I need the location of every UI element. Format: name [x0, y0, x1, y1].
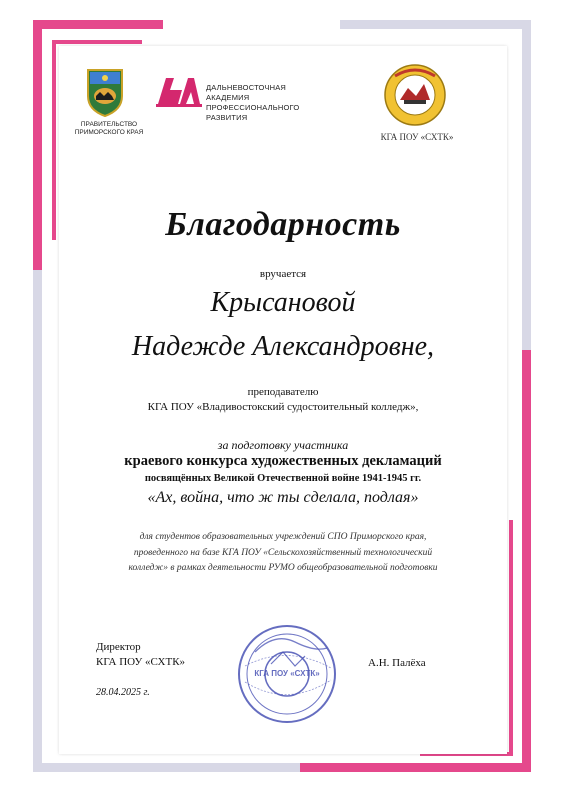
frame-inner-pink-top — [52, 40, 142, 44]
contest-description — [59, 530, 507, 577]
description-line-2: проведенного на базе КГА ПОУ «Сельскохозяйственный технологический — [133, 547, 433, 558]
recipient-college: КГА ПОУ «Владивостокский судостоительный колледж», — [147, 401, 419, 413]
coat-of-arms-icon — [84, 66, 126, 118]
contest-name: краевого конкурса художественных декламаций — [124, 453, 442, 469]
academy-line-4: РАЗВИТИЯ — [206, 113, 248, 122]
college-logo-caption: КГА ПОУ «СХТК» — [380, 132, 454, 142]
frame-inner-pink-left — [52, 40, 56, 240]
academy-line-1: ДАЛЬНЕВОСТОЧНАЯ — [206, 83, 287, 92]
frame-bar-pink-left — [33, 20, 42, 270]
awarded-label: вручается — [259, 268, 307, 280]
recipient-surname: Крысановой — [210, 287, 356, 318]
stamp-caption: КГА ПОУ «СХТК» — [254, 669, 320, 678]
sxtk-emblem-icon — [380, 62, 450, 128]
frame-bar-pink-bottom — [300, 763, 531, 772]
frame-inner-pink-right — [509, 520, 513, 756]
frame-bar-grey-top — [340, 20, 531, 29]
issue-date: 28.04.2025 г. — [96, 687, 150, 698]
recipient-role: преподавателю — [247, 386, 319, 398]
description-line-3: колледж» в рамках деятельности РУМО общеобразовательной подготовки — [128, 563, 438, 573]
contest-quote: «Ах, война, что ж ты сделала, подлая» — [147, 489, 419, 506]
reason-text: за подготовку участника — [217, 438, 349, 452]
academy-name — [206, 83, 326, 123]
frame-bar-grey-bottom — [33, 763, 300, 772]
dvapr-logo-icon — [156, 74, 202, 108]
stamp-icon — [235, 622, 339, 726]
frame-bar-grey-left — [33, 270, 42, 772]
contest-dedication: посвящённых Великой Отечественной войне 1941-1945 гг. — [144, 473, 422, 484]
academy-line-3: ПРОФЕССИОНАЛЬНОГО — [206, 103, 300, 112]
description-line-1: для студентов образовательных учреждений СПО Приморского края, — [139, 532, 427, 542]
frame-bar-grey-right-top — [522, 20, 531, 350]
government-caption: ПРАВИТЕЛЬСТВО ПРИМОРСКОГО КРАЯ — [74, 121, 144, 136]
recipient-given-names: Надежде Александровне, — [131, 331, 435, 362]
director-organization: КГА ПОУ «СХТК» — [96, 656, 186, 668]
signer-name: А.Н. Палёха — [368, 657, 426, 669]
certificate-title: Благодарность — [165, 206, 401, 243]
frame-bar-pink-right — [522, 350, 531, 772]
frame-bar-pink-top — [33, 20, 163, 29]
director-title: Директор — [96, 641, 141, 653]
academy-line-2: АКАДЕМИЯ — [206, 93, 250, 102]
